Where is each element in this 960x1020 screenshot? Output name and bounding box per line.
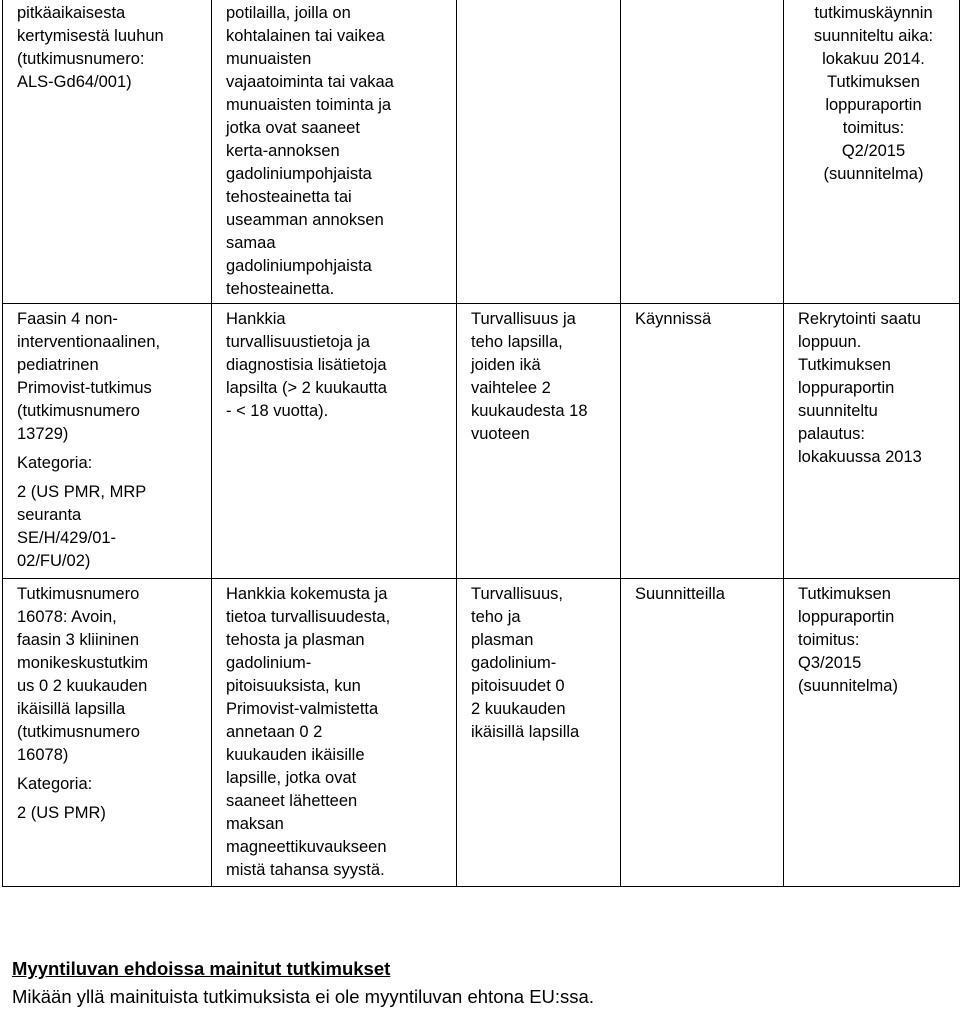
cell-text-line: kertymisestä luuhun [17, 27, 164, 45]
cell-text-line: mistä tahansa syystä. [226, 861, 385, 879]
cell-text-line: lapsille, jotka ovat [226, 769, 357, 787]
dates-cell [784, 304, 960, 579]
cell-text-line: pitoisuuksista, kun [226, 677, 361, 695]
table-row [3, 304, 960, 579]
cell-text-line: SE/H/429/01- [17, 529, 117, 547]
cell-text-line: (tutkimusnumero [17, 723, 140, 741]
cell-text-line: Tutkimuksen [827, 73, 920, 91]
cell-text-line: kuukauden ikäisille [226, 746, 365, 764]
cell-text-line: munuaisten toiminta ja [226, 96, 392, 114]
study-cell [3, 0, 212, 304]
cell-text-line: (suunnitelma) [798, 677, 898, 695]
objective-cell [212, 0, 457, 304]
cell-text-line: 02/FU/02) [17, 552, 91, 570]
cell-text-line: annetaan 0 2 [226, 723, 323, 741]
cell-text-line: tietoa turvallisuudesta, [226, 608, 391, 626]
cell-text-line: Turvallisuus ja [471, 310, 576, 328]
cell-text-line: 13729) [17, 425, 69, 443]
cell-text-line: Hankkia kokemusta ja [226, 585, 388, 603]
cell-text-line: gadoliniumpohjaista [226, 257, 372, 275]
cell-text-line: - < 18 vuotta). [226, 402, 329, 420]
cell-text-line: magneettikuvaukseen [226, 838, 387, 856]
cell-text-line: loppuun. [798, 333, 862, 351]
study-category-value [17, 481, 201, 573]
cell-text-line: teho ja [471, 608, 521, 626]
cell-text-line: 2 (US PMR) [17, 804, 106, 822]
cell-text-line: palautus: [798, 425, 865, 443]
cell-text-line: suunniteltu aika: [813, 27, 934, 45]
cell-text-line: lapsilta (> 2 kuukautta [226, 379, 387, 397]
study-category-label: Kategoria: [17, 454, 93, 472]
endpoint-cell [457, 0, 621, 304]
status-cell [621, 304, 784, 579]
cell-text-line: gadoliniumpohjaista [226, 165, 372, 183]
cell-text-line: pitoisuudet 0 [471, 677, 565, 695]
cell-text-line: faasin 3 kliininen [17, 631, 139, 649]
study-description [17, 583, 201, 767]
cell-text-line: kuukaudesta 18 [471, 402, 588, 420]
cell-text-line: vajaatoiminta tai vakaa [226, 73, 394, 91]
table-row [3, 0, 960, 304]
status-cell [621, 0, 784, 304]
cell-text-line: lokakuu 2014. [822, 50, 925, 68]
cell-text-line: Rekrytointi saatu [798, 310, 921, 328]
table-row [3, 579, 960, 887]
study-category-label: Kategoria: [17, 775, 93, 793]
cell-text-line: Primovist-valmistetta [226, 700, 379, 718]
cell-text-line: interventionaalinen, [17, 333, 161, 351]
cell-text-line: tutkimuskäynnin [814, 4, 933, 22]
cell-text-line: 16078) [17, 746, 69, 764]
cell-text-line: us 0 2 kuukauden [17, 677, 148, 695]
cell-text-line: teho lapsilla, [471, 333, 563, 351]
cell-text-line: Tutkimusnumero [17, 585, 140, 603]
cell-text-line: 2 kuukauden [471, 700, 566, 718]
cell-text-line: tehosteainetta tai [226, 188, 352, 206]
cell-text-line: Turvallisuus, [471, 585, 563, 603]
cell-text-line: seuranta [17, 506, 82, 524]
cell-text-line: Faasin 4 non- [17, 310, 118, 328]
cell-text-line: loppuraportin [798, 608, 895, 626]
cell-text-line: saaneet lähetteen [226, 792, 358, 810]
cell-text-line: ikäisillä lapsilla [17, 700, 126, 718]
cell-text-line: jotka ovat saaneet [226, 119, 360, 137]
conditions-section [12, 955, 594, 1011]
cell-text-line: potilailla, joilla on [226, 4, 351, 22]
endpoint-cell [457, 579, 621, 887]
conditions-heading: Myyntiluvan ehdoissa mainitut tutkimukset [12, 958, 391, 979]
cell-text-line: Käynnissä [635, 310, 712, 328]
cell-text-line: suunniteltu [798, 402, 878, 420]
objective-cell [212, 579, 457, 887]
cell-text-line: Tutkimuksen [798, 585, 891, 603]
cell-text-line: tehosta ja plasman [226, 631, 365, 649]
cell-text-line: maksan [226, 815, 284, 833]
studies-table [2, 0, 960, 887]
cell-text-line: vaihtelee 2 [471, 379, 551, 397]
study-cell [3, 304, 212, 579]
cell-text-line: lokakuussa 2013 [798, 448, 922, 466]
cell-text-line: ALS-Gd64/001) [17, 73, 132, 91]
cell-text-line: diagnostisia lisätietoja [226, 356, 387, 374]
cell-text-line: toimitus: [842, 119, 905, 137]
conditions-text: Mikään yllä mainituista tutkimuksista ei ole myyntiluvan ehtona EU:ssa. [12, 986, 594, 1007]
dates-cell [784, 579, 960, 887]
cell-text-line: gadolinium- [471, 654, 557, 672]
cell-text-line: (tutkimusnumero [17, 402, 140, 420]
cell-text-line: Hankkia [226, 310, 286, 328]
cell-text-line: Suunnitteilla [635, 585, 725, 603]
cell-text-line: 2 (US PMR, MRP [17, 483, 147, 501]
cell-text-line: plasman [471, 631, 534, 649]
cell-text-line: Q3/2015 [798, 654, 862, 672]
study-category-value [17, 802, 201, 825]
cell-text-line: toimitus: [798, 631, 860, 649]
cell-text-line: (suunnitelma) [823, 165, 924, 183]
cell-text-line: ikäisillä lapsilla [471, 723, 580, 741]
cell-text-line: gadolinium- [226, 654, 312, 672]
cell-text-line: kohtalainen tai vaikea [226, 27, 385, 45]
status-cell [621, 579, 784, 887]
cell-text-line: Primovist-tutkimus [17, 379, 152, 397]
cell-text-line: samaa [226, 234, 276, 252]
objective-cell [212, 304, 457, 579]
dates-cell [784, 0, 960, 304]
cell-text-line: turvallisuustietoja ja [226, 333, 370, 351]
cell-text-line: pediatrinen [17, 356, 99, 374]
cell-text-line: joiden ikä [471, 356, 541, 374]
study-cell [3, 579, 212, 887]
cell-text-line: loppuraportin [798, 379, 895, 397]
cell-text-line: Tutkimuksen [798, 356, 891, 374]
endpoint-cell [457, 304, 621, 579]
cell-text-line: 16078: Avoin, [17, 608, 117, 626]
study-description [17, 308, 201, 446]
cell-text-line: pitkäaikaisesta [17, 4, 126, 22]
cell-text-line: Q2/2015 [841, 142, 906, 160]
cell-text-line: monikeskustutkim [17, 654, 149, 672]
cell-text-line: (tutkimusnumero: [17, 50, 145, 68]
cell-text-line: loppuraportin [825, 96, 922, 114]
cell-text-line: tehosteainetta. [226, 280, 335, 298]
cell-text-line: munuaisten [226, 50, 312, 68]
cell-text-line: kerta-annoksen [226, 142, 340, 160]
cell-text-line: vuoteen [471, 425, 530, 443]
cell-text-line: useamman annoksen [226, 211, 384, 229]
